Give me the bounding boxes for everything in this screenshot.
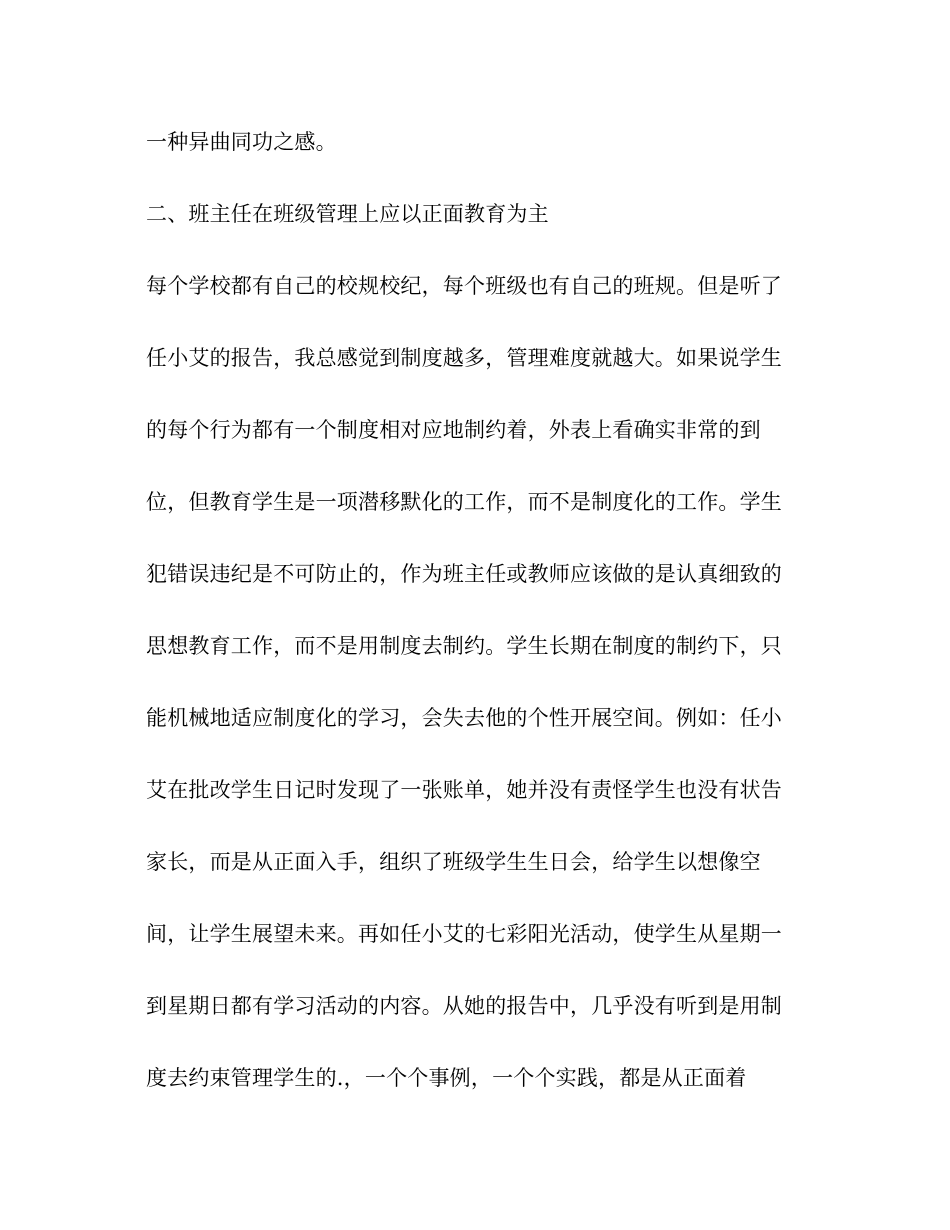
body-text (146, 126, 806, 1134)
text-line: 位，但教育学生是一项潜移默化的工作，而不是制度化的工作。学生 (146, 490, 782, 514)
text-line: 能机械地适应制度化的学习，会失去他的个性开展空间。例如：任小 (146, 706, 782, 730)
text-line: 思想教育工作，而不是用制度去制约。学生长期在制度的制约下，只 (146, 634, 782, 658)
text-line: 一种异曲同功之感。 (146, 130, 337, 154)
text-line: 间，让学生展望未来。再如任小艾的七彩阳光活动，使学生从星期一 (146, 922, 782, 946)
text-line: 家长，而是从正面入手，组织了班级学生生日会，给学生以想像空 (146, 850, 761, 874)
text-line: 到星期日都有学习活动的内容。从她的报告中，几乎没有听到是用制 (146, 994, 782, 1018)
text-line: 每个学校都有自己的校规校纪，每个班级也有自己的班规。但是听了 (146, 274, 782, 298)
text-line: 任小艾的报告，我总感觉到制度越多，管理难度就越大。如果说学生 (146, 346, 782, 370)
text-line: 度去约束管理学生的.，一个个事例，一个个实践，都是从正面着 (146, 1066, 747, 1090)
section-heading: 二、班主任在班级管理上应以正面教育为主 (146, 202, 549, 226)
text-line: 艾在批改学生日记时发现了一张账单，她并没有责怪学生也没有状告 (146, 778, 782, 802)
text-line: 犯错误违纪是不可防止的，作为班主任或教师应该做的是认真细致的 (146, 562, 782, 586)
text-line: 的每个行为都有一个制度相对应地制约着，外表上看确实非常的到 (146, 418, 761, 442)
